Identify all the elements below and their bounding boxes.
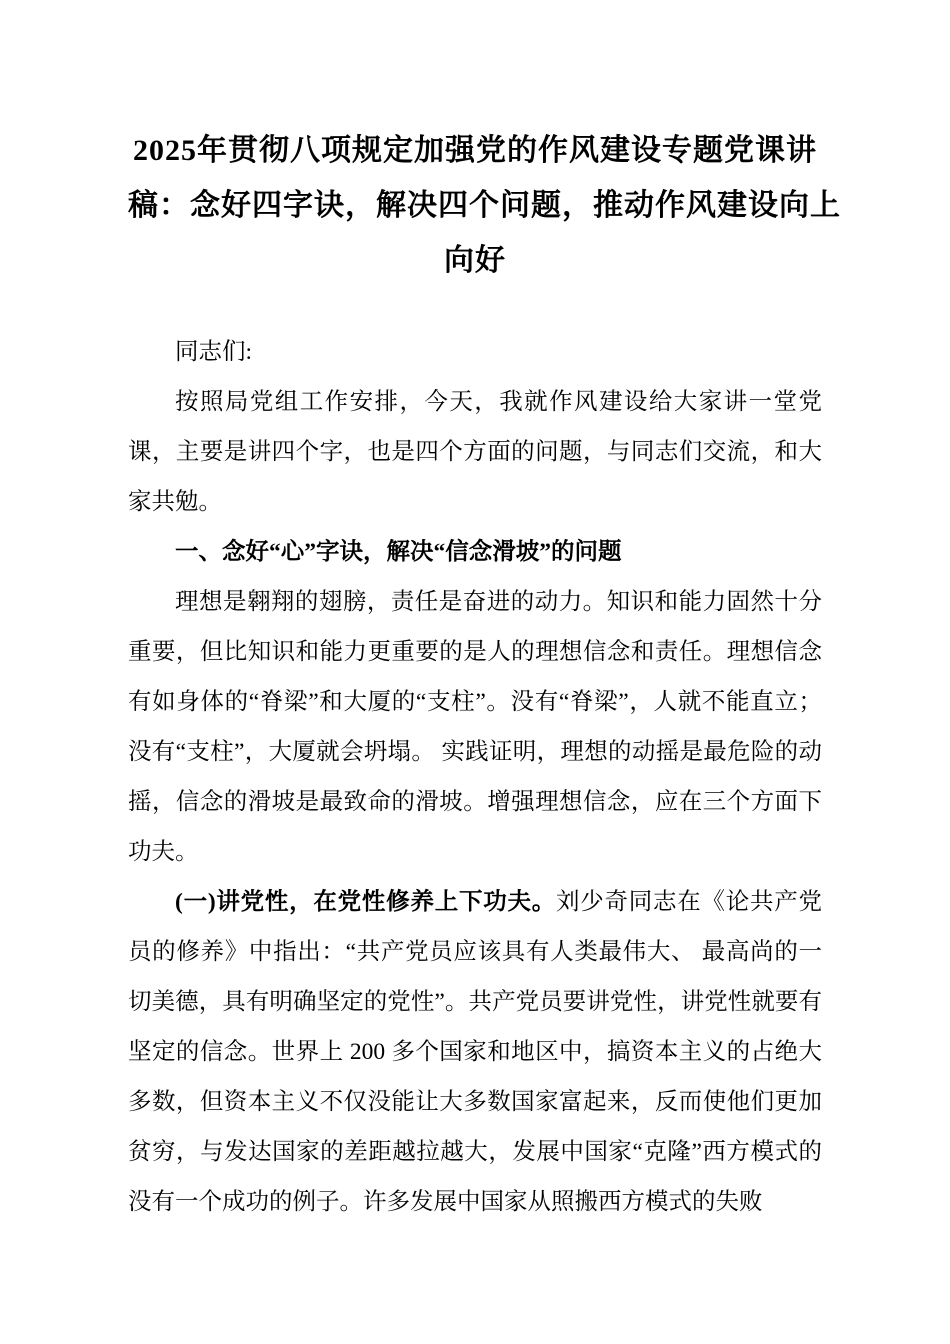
title-line-2: 稿：念好四字诀，解决四个问题，推动作风建设向上 [128, 189, 841, 222]
point-1-text: 刘少奇同志在《论共产党员的修养》中指出：“共产党员应该具有人类最伟大、 最高尚的一切美德，具有明确坚定的党性”。共产党员要讲党性，讲党性就要有坚定的信念。世界上 200 多个国家和地区中，搞资本主义的占绝大多数，但资本主义不仅没能让大多数国家富起来，反而使他们更加贫穷，与发达国家的差距越拉越大，发展中国家“克隆”西方模式的没有一个成功的例子。许多发展中国家从照搬西方模式的失败 [128, 889, 823, 1215]
document-body [128, 327, 822, 1227]
title-line-1: 2025年贯彻八项规定加强党的作风建设专题党课讲 [133, 134, 817, 167]
document-title [128, 123, 841, 288]
title-line-3: 向好 [444, 244, 506, 277]
point-1-lead: (一)讲党性，在党性修养上下功夫。 [175, 889, 556, 915]
intro-paragraph: 按照局党组工作安排，今天，我就作风建设给大家讲一堂党课，主要是讲四个字，也是四个方面的问题，与同志们交流，和大家共勉。 [128, 389, 822, 515]
salutation: 同志们: [175, 339, 253, 365]
section-1-heading: 一、念好“心”字诀，解决“信念滑坡”的问题 [175, 539, 622, 565]
section-1-paragraph: 理想是翱翔的翅膀，责任是奋进的动力。知识和能力固然十分重要，但比知识和能力更重要的是人的理想信念和责任。理想信念有如身体的“脊梁”和大厦的“支柱”。没有“脊梁”，人就不能直立；没有“支柱”，大厦就会坍塌。 实践证明，理想的动摇是最危险的动摇，信念的滑坡是最致命的滑坡。增强理想信念，应在三个方面下功夫。 [128, 589, 822, 865]
point-1-paragraph [128, 877, 822, 1227]
